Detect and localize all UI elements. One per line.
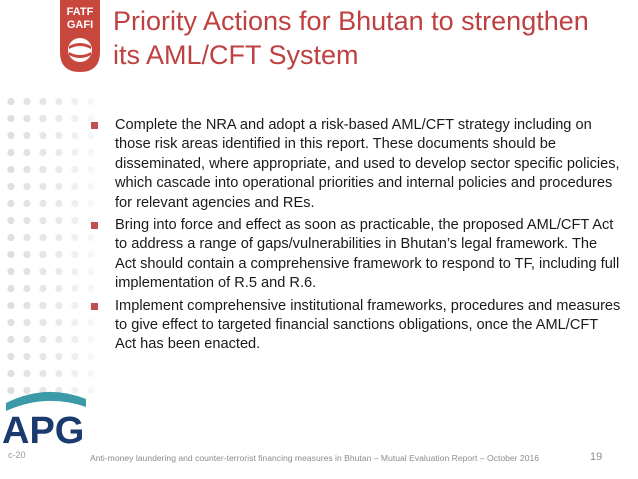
square-bullet-icon (91, 122, 98, 129)
apg-logo-text: APG (2, 410, 85, 452)
bullet-item (91, 216, 621, 294)
apg-swoosh-icon (6, 392, 86, 411)
apg-logo-fragment: c-20 (8, 450, 26, 460)
slide-title: Priority Actions for Bhutan to strengthen its AML/CFT System (113, 6, 589, 70)
bullet-list (91, 116, 621, 358)
fatf-logo-text-1: FATF (66, 6, 94, 18)
bullet-text: Bring into force and effect as soon as practicable, the proposed AML/CFT Act to address a range of gaps/vulnerabilities in Bhutan’s legal framework. The Act should contain a comprehensive framework to respond to TF, including full implementation of R.5 and R.6. (115, 217, 620, 292)
page-number: 19 (590, 451, 603, 463)
dot-pattern-fade (0, 90, 100, 400)
fatf-logo-text-2: GAFI (66, 19, 94, 31)
fatf-gafi-logo (60, 0, 100, 72)
square-bullet-icon (91, 222, 98, 229)
square-bullet-icon (91, 303, 98, 310)
bullet-text: Complete the NRA and adopt a risk-based AML/CFT strategy including on those risk areas identified in this report. These documents should be disseminated, where appropriate, and used to develop sector specific policies, which cascade into operational priorities and internal policies and procedures for relevant agencies and REs. (115, 117, 620, 211)
bullet-text: Implement comprehensive institutional frameworks, procedures and measures to give effect to targeted financial sanctions obligations, once the AML/CFT Act has been enacted. (115, 297, 621, 353)
bullet-item (91, 297, 621, 355)
slide-footer: Anti-money laundering and counter-terrorist financing measures in Bhutan – Mutual Evaluation Report – October 2016 (90, 453, 540, 463)
bullet-item (91, 116, 621, 213)
globe-icon (68, 38, 92, 62)
apg-logo (0, 385, 92, 479)
